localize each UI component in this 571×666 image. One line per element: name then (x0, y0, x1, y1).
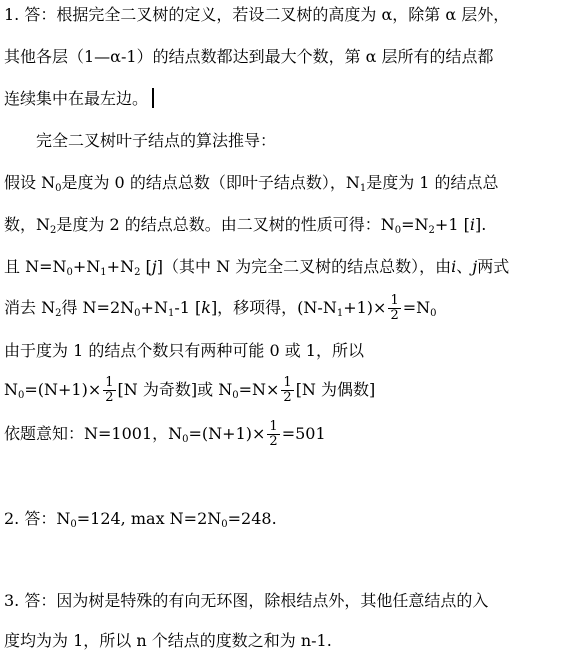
text-run: 是度为 0 的结点总数（即叶子结点数），N (61, 173, 360, 192)
text-run: -1 [ (174, 298, 202, 317)
derivation-heading: 完全二叉树叶子结点的算法推导： (36, 131, 277, 150)
equation-marker-j: j (151, 257, 157, 276)
subscript: 0 (221, 519, 228, 530)
text-run: =N (402, 298, 431, 317)
text-run: 是度为 2 的结点总数。由二叉树的性质可得：N (56, 215, 395, 234)
derivation-line-3 (4, 256, 567, 278)
text-run: 依题意知：N=1001，N (4, 424, 183, 443)
derivation-line-5: 由于度为 1 的结点个数只有两种可能 0 或 1，所以 (4, 341, 364, 360)
text-run: =501 (281, 424, 326, 443)
derivation-line-4 (4, 294, 567, 323)
subscript: 2 (50, 225, 57, 236)
subscript: 0 (70, 519, 77, 530)
fraction-one-half (388, 294, 400, 323)
fraction-numerator: 1 (283, 375, 292, 390)
equation-marker-i: i (469, 215, 475, 234)
text-run: =N (401, 215, 429, 234)
fraction-denominator: 2 (283, 390, 292, 405)
equation-marker-i: i (451, 257, 457, 276)
q3-line-1: 3. 答：因为树是特殊的有向无环图，除根结点外，其他任意结点的入 (4, 591, 489, 610)
subscript: 1 (167, 308, 175, 319)
text-run: [N 为偶数] (295, 380, 376, 399)
subscript: 1 (336, 308, 344, 319)
text-run: N (4, 380, 18, 399)
text-run: +N (72, 257, 101, 276)
text-cursor (152, 88, 154, 108)
fraction-denominator: 2 (269, 434, 278, 449)
q1-line-3-text: 连续集中在最左边。 (4, 89, 149, 108)
text-run: =(N+1)× (24, 380, 102, 399)
q3-line-2: 度均为为 1，所以 n 个结点的度数之和为 n-1. (4, 631, 332, 650)
subscript: 0 (55, 183, 62, 194)
text-run: =N× (238, 380, 280, 399)
text-run: =(N+1)× (188, 424, 266, 443)
text-run: 数，N (4, 215, 51, 234)
text-run: 得 N=2N (61, 298, 135, 317)
subscript: 2 (134, 267, 141, 278)
subscript: 0 (430, 308, 437, 319)
subscript: 0 (394, 225, 402, 236)
fraction-denominator: 2 (105, 390, 114, 405)
text-run: 2. 答：N (4, 509, 71, 528)
text-run: 且 N=N (4, 257, 67, 276)
text-run: =124, max N=2N (76, 509, 222, 528)
q1-line-1: 1. 答：根据完全二叉树的定义，若设二叉树的高度为 α，除第 α 层外， (4, 5, 510, 24)
text-run: [ (140, 257, 152, 276)
q1-line-2: 其他各层（1—α-1）的结点数都达到最大个数，第 α 层所有的结点都 (4, 47, 494, 66)
text-run: +N (140, 298, 168, 317)
derivation-line-1 (4, 172, 567, 194)
text-run: +1 [ (434, 215, 470, 234)
text-run: 假设 N (4, 173, 56, 192)
derivation-line-7 (4, 420, 567, 449)
text-run: ]（其中 N 为完全二叉树的结点总数），由 (156, 257, 452, 276)
text-run: [N 为奇数]或 N (117, 380, 233, 399)
derivation-line-2 (4, 214, 567, 236)
subscript: 0 (182, 434, 189, 445)
subscript: 0 (18, 390, 25, 401)
fraction-one-half (267, 420, 279, 449)
text-run: ]. (474, 215, 487, 234)
subscript: 0 (66, 267, 73, 278)
text-run: +1)× (343, 298, 387, 317)
text-run: 是度为 1 的结点总 (366, 173, 499, 192)
subscript: 1 (100, 267, 107, 278)
fraction-denominator: 2 (390, 308, 399, 323)
fraction-numerator: 1 (269, 419, 278, 434)
equation-marker-k: k (201, 298, 211, 317)
fraction-numerator: 1 (105, 375, 114, 390)
subscript: 2 (55, 308, 62, 319)
subscript: 2 (428, 225, 435, 236)
subscript: 1 (359, 183, 367, 194)
derivation-line-6 (4, 376, 567, 405)
q1-line-3 (4, 88, 567, 110)
text-run: ]，移项得，(N-N (210, 298, 337, 317)
fraction-one-half (103, 376, 115, 405)
subscript: 0 (134, 308, 141, 319)
text-run: 消去 N (4, 298, 56, 317)
text-run: 两式 (477, 257, 510, 276)
text-run: 、 (456, 257, 473, 276)
equation-marker-j: j (472, 257, 478, 276)
fraction-numerator: 1 (390, 293, 399, 308)
fraction-one-half (281, 376, 293, 405)
text-run: =248. (227, 509, 277, 528)
subscript: 0 (232, 390, 239, 401)
text-run: +N (106, 257, 135, 276)
q2-answer (4, 508, 567, 530)
